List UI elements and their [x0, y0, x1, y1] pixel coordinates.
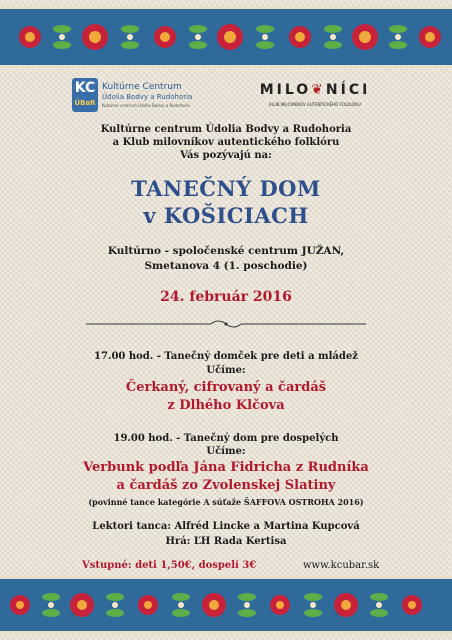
kc-logo-mark-sub: ÚBaR: [74, 99, 96, 107]
program-2-learn-label: Učíme:: [206, 446, 246, 457]
kc-logo-mark-text: KC: [74, 80, 96, 96]
lecturers: Lektori tanca: Alfréd Lincke a Martina Kupcová: [92, 521, 360, 532]
kc-logo-line3: Kultúrne centrum Údolia Bodvy a Rudohoria: [102, 103, 190, 108]
program-2-note: (povinné tance kategórie A súťaže ŠAFFOVA OSTROHA 2016): [88, 497, 364, 507]
program-2-dance-line2: a čardáš zo Zvolenskej Slatiny: [116, 478, 336, 493]
organizers-line2: a Klub milovníkov autentického folklóru: [112, 137, 340, 148]
kc-logo-mark: [72, 78, 98, 112]
event-title-line2: v KOŠICIACH: [143, 203, 309, 228]
milovnici-logo-post: NÍCI: [325, 82, 371, 98]
milovnici-logo-pre: MILO: [259, 82, 312, 98]
kc-logo-line2: Údolia Bodvy a Rudohoria: [102, 93, 193, 101]
embroidery-band-bottom: [0, 576, 452, 634]
heart-icon: ❦: [311, 82, 326, 98]
organizers-line1: Kultúrne centrum Údolia Bodvy a Rudohoria: [100, 124, 352, 135]
embroidery-pattern-top: [0, 9, 452, 65]
milovnici-logo: [255, 78, 375, 114]
kc-ubar-logo: [72, 78, 202, 114]
embroidery-pattern-bottom: [0, 579, 452, 631]
program-1-dance-line1: Čerkaný, cifrovaný a čardáš: [125, 380, 327, 395]
program-1-time: 17.00 hod. - Tanečný domček pre deti a mládež: [94, 351, 358, 362]
ornamental-divider: [86, 320, 366, 328]
milovnici-logo-wordmark: [255, 82, 375, 98]
milovnici-logo-tagline: KLUB MILOVNÍKOV AUTENTICKÉHO FOLKLÓRU: [269, 102, 361, 107]
program-1-dance-line2: z Dlhého Klčova: [167, 398, 285, 413]
program-2-dance-line1: Verbunk podľa Jána Fidricha z Rudníka: [83, 460, 369, 475]
venue-line1: Kultúrno - spoločenské centrum JUŽAN,: [107, 245, 345, 257]
admission-price: Vstupné: deti 1,50€, dospelí 3€: [82, 560, 257, 571]
music-band: Hrá: ĽH Rada Kertisa: [165, 536, 287, 547]
organizers-line3: Vás pozývajú na:: [180, 150, 272, 161]
event-title-line1: TANEČNÝ DOM: [131, 176, 321, 201]
venue-line2: Smetanova 4 (1. poschodie): [144, 260, 308, 272]
program-1-learn-label: Učíme:: [206, 365, 246, 376]
kc-logo-line1: Kultúrne Centrum: [102, 82, 182, 92]
website-link[interactable]: www.kcubar.sk: [303, 560, 380, 571]
program-2-time: 19.00 hod. - Tanečný dom pre dospelých: [113, 433, 339, 444]
embroidery-band-top: [0, 6, 452, 68]
event-date: 24. február 2016: [160, 289, 292, 305]
